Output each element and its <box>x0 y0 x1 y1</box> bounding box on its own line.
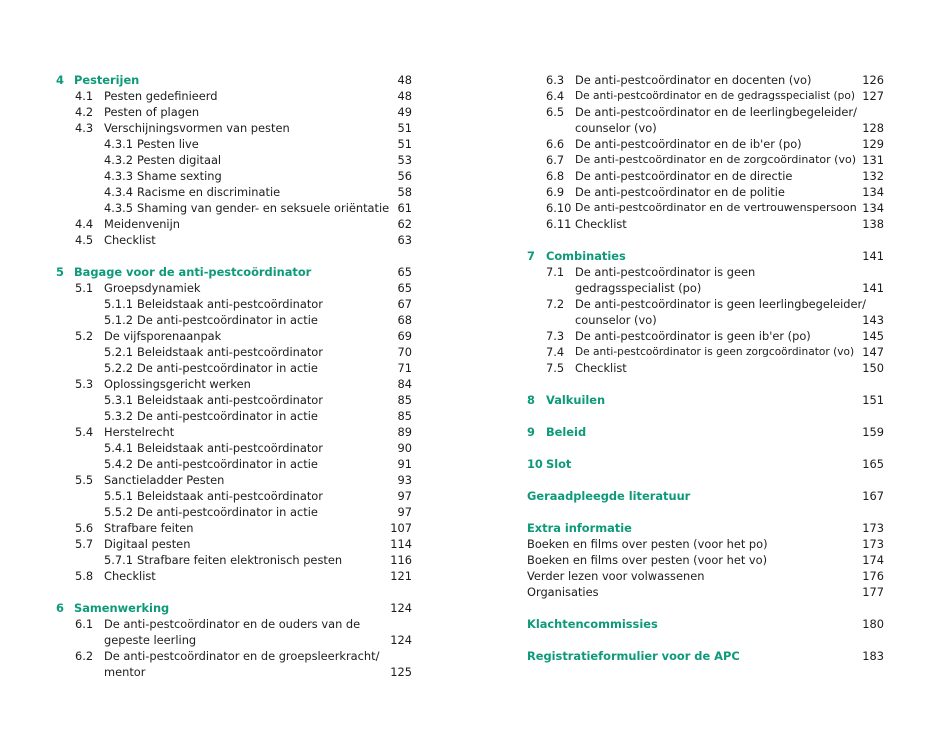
toc-entry <box>56 88 412 104</box>
toc-entry-title: Digitaal pesten <box>104 537 191 551</box>
toc-entry-number: 4.4 <box>75 217 94 231</box>
toc-chapter-entry <box>527 488 884 504</box>
toc-entry <box>56 472 412 488</box>
toc-page-number: 145 <box>862 329 884 343</box>
toc-entry <box>527 552 884 568</box>
toc-page-number: 177 <box>862 585 884 599</box>
toc-page-number: 61 <box>397 201 412 215</box>
toc-entry-number: 5.3.1 <box>104 393 133 407</box>
toc-entry <box>56 136 412 152</box>
toc-page-number: 131 <box>862 153 884 167</box>
toc-page-number: 107 <box>390 521 412 535</box>
toc-entry-title: Verder lezen voor volwassenen <box>527 569 705 583</box>
toc-entry-number: 6 <box>56 601 64 615</box>
toc-entry-title: Slot <box>546 457 572 471</box>
toc-entry-title: Checklist <box>104 569 156 583</box>
toc-spacer <box>527 440 884 456</box>
toc-page-number: 126 <box>862 73 884 87</box>
toc-entry-number: 6.11 <box>546 217 572 231</box>
toc-page-number: 183 <box>862 649 884 663</box>
toc-entry-title: Checklist <box>575 217 627 231</box>
toc-entry-number: 5.2.2 <box>104 361 133 375</box>
toc-entry-title: De anti-pestcoördinator en de gedragsspecialist (po) <box>575 90 855 102</box>
toc-entry <box>56 552 412 568</box>
toc-entry-number: 5.1.1 <box>104 297 133 311</box>
toc-page-number: 174 <box>862 553 884 567</box>
toc-column-right <box>527 72 884 664</box>
toc-entry-title: De anti-pestcoördinator en docenten (vo) <box>575 73 812 87</box>
toc-entry-title: De anti-pestcoördinator in actie <box>137 457 318 471</box>
toc-page-number: 58 <box>397 185 412 199</box>
toc-entry-number: 5.4.2 <box>104 457 133 471</box>
toc-entry <box>56 504 412 520</box>
toc-entry <box>56 232 412 248</box>
toc-entry <box>56 536 412 552</box>
toc-entry-title: Combinaties <box>546 249 626 263</box>
toc-entry-title: Boeken en films over pesten (voor het vo) <box>527 553 768 567</box>
toc-page-number: 65 <box>397 265 412 279</box>
toc-entry <box>527 344 884 360</box>
toc-entry <box>56 296 412 312</box>
toc-page-number: 53 <box>397 153 412 167</box>
toc-entry-number: 6.1 <box>75 617 94 631</box>
toc-entry-title: De anti-pestcoördinator en de ouders van de <box>104 617 361 631</box>
toc-entry <box>56 328 412 344</box>
toc-entry <box>56 424 412 440</box>
toc-entry-number: 4.3.2 <box>104 153 133 167</box>
toc-page-number: 150 <box>862 361 884 375</box>
toc-entry-title: De anti-pestcoördinator is geen <box>575 265 756 279</box>
toc-entry-number: 7 <box>527 249 535 263</box>
toc-page-number: 132 <box>862 169 884 183</box>
toc-entry <box>56 520 412 536</box>
toc-entry-title: Beleidstaak anti-pestcoördinator <box>137 441 323 455</box>
toc-entry-title: Pesterijen <box>74 73 140 87</box>
toc-entry <box>527 280 884 296</box>
toc-page-number: 63 <box>397 233 412 247</box>
toc-entry-number: 7.1 <box>546 265 565 279</box>
toc-entry <box>527 536 884 552</box>
toc-page-number: 70 <box>397 345 412 359</box>
toc-entry-number: 5.4.1 <box>104 441 133 455</box>
toc-chapter-entry <box>527 392 884 408</box>
toc-page-number: 173 <box>862 521 884 535</box>
toc-entry-title: Pesten of plagen <box>104 105 200 119</box>
toc-page-number: 151 <box>862 393 884 407</box>
toc-page-number: 69 <box>397 329 412 343</box>
toc-entry-number: 6.8 <box>546 169 565 183</box>
toc-page-number: 93 <box>397 473 412 487</box>
toc-entry-title: De anti-pestcoördinator en de directie <box>575 169 793 183</box>
toc-page-number: 124 <box>390 601 412 615</box>
toc-entry-title: Groepsdynamiek <box>104 281 201 295</box>
toc-page-number: 48 <box>397 73 412 87</box>
toc-entry <box>56 184 412 200</box>
toc-spacer <box>56 584 412 600</box>
toc-entry-title: Beleidstaak anti-pestcoördinator <box>137 489 323 503</box>
toc-page-number: 127 <box>862 89 884 103</box>
toc-entry-title: counselor (vo) <box>575 121 657 135</box>
toc-entry <box>527 200 884 216</box>
toc-page-number: 124 <box>390 633 412 647</box>
toc-entry <box>527 296 884 312</box>
toc-chapter-entry <box>527 648 884 664</box>
toc-entry-title: Pesten live <box>137 137 199 151</box>
toc-entry-number: 5.7.1 <box>104 553 133 567</box>
toc-entry <box>56 456 412 472</box>
toc-entry-title: De anti-pestcoördinator en de politie <box>575 185 785 199</box>
toc-entry-title: Meidenvenijn <box>104 217 180 231</box>
toc-entry-number: 4.3.3 <box>104 169 133 183</box>
toc-entry-title: Beleid <box>546 425 587 439</box>
toc-entry-number: 9 <box>527 425 535 439</box>
toc-entry <box>527 264 884 280</box>
toc-entry-number: 5.3 <box>75 377 94 391</box>
toc-entry <box>56 360 412 376</box>
toc-entry-title: Pesten digitaal <box>137 153 222 167</box>
toc-entry-number: 5.5 <box>75 473 94 487</box>
toc-entry <box>527 168 884 184</box>
toc-entry-number: 5.6 <box>75 521 94 535</box>
toc-entry-title: Checklist <box>575 361 627 375</box>
toc-column-left <box>56 72 412 680</box>
toc-entry-title: Beleidstaak anti-pestcoördinator <box>137 345 323 359</box>
toc-entry-title: De anti-pestcoördinator en de zorgcoördinator (vo) <box>575 153 856 166</box>
toc-entry-number: 4.3.4 <box>104 185 133 199</box>
toc-chapter-entry <box>527 456 884 472</box>
toc-page-number: 141 <box>862 281 884 295</box>
toc-entry <box>56 488 412 504</box>
toc-entry-number: 5.2.1 <box>104 345 133 359</box>
toc-entry-title: De anti-pestcoördinator is geen leerlingbegeleider/ <box>575 297 867 311</box>
toc-entry-number: 4.3.5 <box>104 201 133 215</box>
toc-page-number: 97 <box>397 505 412 519</box>
toc-page-number: 68 <box>397 313 412 327</box>
toc-page-number: 56 <box>397 169 412 183</box>
toc-entry-title: Organisaties <box>527 585 599 599</box>
toc-entry-title: De anti-pestcoördinator is geen ib'er (po) <box>575 329 811 343</box>
toc-chapter-entry <box>527 616 884 632</box>
toc-page-number: 85 <box>397 393 412 407</box>
toc-entry-title: De anti-pestcoördinator en de vertrouwenspersoon <box>575 201 857 214</box>
toc-entry-number: 5.3.2 <box>104 409 133 423</box>
toc-entry-number: 5.7 <box>75 537 94 551</box>
toc-entry-title: Checklist <box>104 233 156 247</box>
toc-entry <box>56 408 412 424</box>
toc-page-number: 147 <box>862 345 884 359</box>
toc-entry <box>56 632 412 648</box>
toc-page-number: 90 <box>397 441 412 455</box>
toc-entry-title: Valkuilen <box>546 393 606 407</box>
toc-entry <box>527 312 884 328</box>
toc-entry <box>527 152 884 168</box>
toc-entry-title: De anti-pestcoördinator en de leerlingbegeleider/ <box>575 105 857 119</box>
toc-entry <box>527 104 884 120</box>
toc-chapter-entry <box>56 600 412 616</box>
toc-page-number: 128 <box>862 121 884 135</box>
toc-spacer <box>56 248 412 264</box>
toc-entry-number: 7.5 <box>546 361 565 375</box>
toc-page-number: 65 <box>397 281 412 295</box>
toc-entry <box>527 184 884 200</box>
toc-page-number: 97 <box>397 489 412 503</box>
toc-entry <box>56 200 412 216</box>
toc-entry-title: Verschijningsvormen van pesten <box>104 121 290 135</box>
toc-entry-number: 4.1 <box>75 89 94 103</box>
toc-entry <box>56 280 412 296</box>
toc-entry-number: 6.2 <box>75 649 94 663</box>
toc-entry-title: counselor (vo) <box>575 313 657 327</box>
toc-entry-number: 6.10 <box>546 201 572 215</box>
toc-entry <box>56 648 412 664</box>
toc-page-number: 159 <box>862 425 884 439</box>
toc-entry-number: 4.3 <box>75 121 94 135</box>
toc-entry <box>527 136 884 152</box>
toc-entry <box>56 120 412 136</box>
toc-page-number: 91 <box>397 457 412 471</box>
toc-entry-title: Pesten gedefinieerd <box>104 89 218 103</box>
toc-entry <box>527 216 884 232</box>
toc-entry-number: 5.1.2 <box>104 313 133 327</box>
toc-entry-number: 5.8 <box>75 569 94 583</box>
toc-page-number: 173 <box>862 537 884 551</box>
toc-entry-number: 4.3.1 <box>104 137 133 151</box>
toc-spacer <box>527 232 884 248</box>
toc-entry-title: Beleidstaak anti-pestcoördinator <box>137 393 323 407</box>
toc-entry-number: 5 <box>56 265 64 279</box>
toc-page-number: 51 <box>397 137 412 151</box>
toc-entry-title: De anti-pestcoördinator in actie <box>137 361 318 375</box>
toc-entry-title: Registratieformulier voor de APC <box>527 649 740 663</box>
toc-entry <box>56 440 412 456</box>
toc-page-number: 49 <box>397 105 412 119</box>
toc-entry-title: De anti-pestcoördinator in actie <box>137 505 318 519</box>
toc-spacer <box>527 376 884 392</box>
toc-entry-number: 6.6 <box>546 137 565 151</box>
toc-entry-title: De anti-pestcoördinator en de groepsleerkracht/ <box>104 649 380 663</box>
toc-entry-title: Shame sexting <box>137 169 222 183</box>
toc-entry <box>56 568 412 584</box>
toc-chapter-entry <box>527 424 884 440</box>
toc-entry <box>56 216 412 232</box>
toc-page-number: 84 <box>397 377 412 391</box>
toc-entry <box>56 312 412 328</box>
toc-entry-title: Strafbare feiten <box>104 521 194 535</box>
toc-page-number: 134 <box>862 201 884 215</box>
toc-page-number: 180 <box>862 617 884 631</box>
toc-entry-number: 5.4 <box>75 425 94 439</box>
toc-page-number: 129 <box>862 137 884 151</box>
toc-entry <box>56 392 412 408</box>
toc-page-number: 134 <box>862 185 884 199</box>
toc-page-number: 48 <box>397 89 412 103</box>
toc-page-number: 141 <box>862 249 884 263</box>
toc-entry-title: gepeste leerling <box>104 633 197 647</box>
toc-entry <box>56 168 412 184</box>
toc-entry-number: 5.5.1 <box>104 489 133 503</box>
toc-entry-title: Boeken en films over pesten (voor het po) <box>527 537 768 551</box>
toc-page-number: 165 <box>862 457 884 471</box>
toc-entry <box>56 152 412 168</box>
toc-entry-number: 7.4 <box>546 345 565 359</box>
toc-page-number: 176 <box>862 569 884 583</box>
toc-page-number: 125 <box>390 665 412 679</box>
toc-entry-number: 10 <box>527 457 543 471</box>
toc-entry <box>527 88 884 104</box>
toc-entry <box>527 328 884 344</box>
toc-entry <box>527 568 884 584</box>
toc-page-number: 138 <box>862 217 884 231</box>
toc-entry-title: De anti-pestcoördinator en de ib'er (po) <box>575 137 802 151</box>
toc-chapter-entry <box>56 264 412 280</box>
toc-entry-number: 6.9 <box>546 185 565 199</box>
toc-spacer <box>527 472 884 488</box>
toc-entry <box>56 376 412 392</box>
toc-entry-title: Geraadpleegde literatuur <box>527 489 691 503</box>
toc-entry <box>56 104 412 120</box>
toc-entry-number: 6.4 <box>546 89 565 103</box>
toc-entry-number: 6.5 <box>546 105 565 119</box>
toc-chapter-entry <box>56 72 412 88</box>
toc-entry-title: De anti-pestcoördinator in actie <box>137 409 318 423</box>
toc-entry <box>527 120 884 136</box>
toc-entry-title: mentor <box>104 665 146 679</box>
toc-entry-title: Strafbare feiten elektronisch pesten <box>137 553 343 567</box>
toc-entry-title: Shaming van gender- en seksuele oriëntatie <box>137 201 390 215</box>
toc-chapter-entry <box>527 248 884 264</box>
toc-entry-title: Extra informatie <box>527 521 632 535</box>
toc-entry-title: Bagage voor de anti-pestcoördinator <box>74 265 312 279</box>
toc-page-number: 89 <box>397 425 412 439</box>
toc-entry-number: 4 <box>56 73 64 87</box>
toc-page-number: 71 <box>397 361 412 375</box>
toc-entry-title: Klachtencommissies <box>527 617 658 631</box>
toc-entry-number: 5.5.2 <box>104 505 133 519</box>
toc-page-number: 143 <box>862 313 884 327</box>
toc-entry <box>56 616 412 632</box>
toc-spacer <box>527 504 884 520</box>
toc-entry-number: 8 <box>527 393 535 407</box>
toc-entry-title: Oplossingsgericht werken <box>104 377 251 391</box>
toc-entry <box>527 360 884 376</box>
toc-page-number: 67 <box>397 297 412 311</box>
toc-spacer <box>527 600 884 616</box>
toc-chapter-entry <box>527 520 884 536</box>
toc-entry-number: 4.2 <box>75 105 94 119</box>
toc-page-number: 51 <box>397 121 412 135</box>
toc-entry-number: 5.1 <box>75 281 94 295</box>
toc-entry <box>527 584 884 600</box>
toc-entry-title: Racisme en discriminatie <box>137 185 281 199</box>
toc-page-number: 62 <box>397 217 412 231</box>
toc-entry-title: Beleidstaak anti-pestcoördinator <box>137 297 323 311</box>
toc-entry-number: 6.3 <box>546 73 565 87</box>
toc-entry-number: 7.2 <box>546 297 565 311</box>
toc-entry-title: gedragsspecialist (po) <box>575 281 702 295</box>
toc-entry-number: 4.5 <box>75 233 94 247</box>
toc-spacer <box>527 632 884 648</box>
toc-page-number: 114 <box>390 537 412 551</box>
toc-entry-title: De vijfsporenaanpak <box>104 329 222 343</box>
toc-page-number: 85 <box>397 409 412 423</box>
toc-page-number: 167 <box>862 489 884 503</box>
toc-entry-title: De anti-pestcoördinator in actie <box>137 313 318 327</box>
toc-page-number: 116 <box>390 553 412 567</box>
toc-spacer <box>527 408 884 424</box>
toc-entry <box>527 72 884 88</box>
toc-entry <box>56 344 412 360</box>
toc-entry-title: Samenwerking <box>74 601 170 615</box>
toc-page-number: 121 <box>390 569 412 583</box>
toc-entry <box>56 664 412 680</box>
toc-entry-number: 7.3 <box>546 329 565 343</box>
toc-entry-number: 6.7 <box>546 153 565 167</box>
toc-entry-title: De anti-pestcoördinator is geen zorgcoördinator (vo) <box>575 346 855 358</box>
toc-entry-title: Sanctieladder Pesten <box>104 473 225 487</box>
toc-entry-title: Herstelrecht <box>104 425 175 439</box>
toc-entry-number: 5.2 <box>75 329 94 343</box>
